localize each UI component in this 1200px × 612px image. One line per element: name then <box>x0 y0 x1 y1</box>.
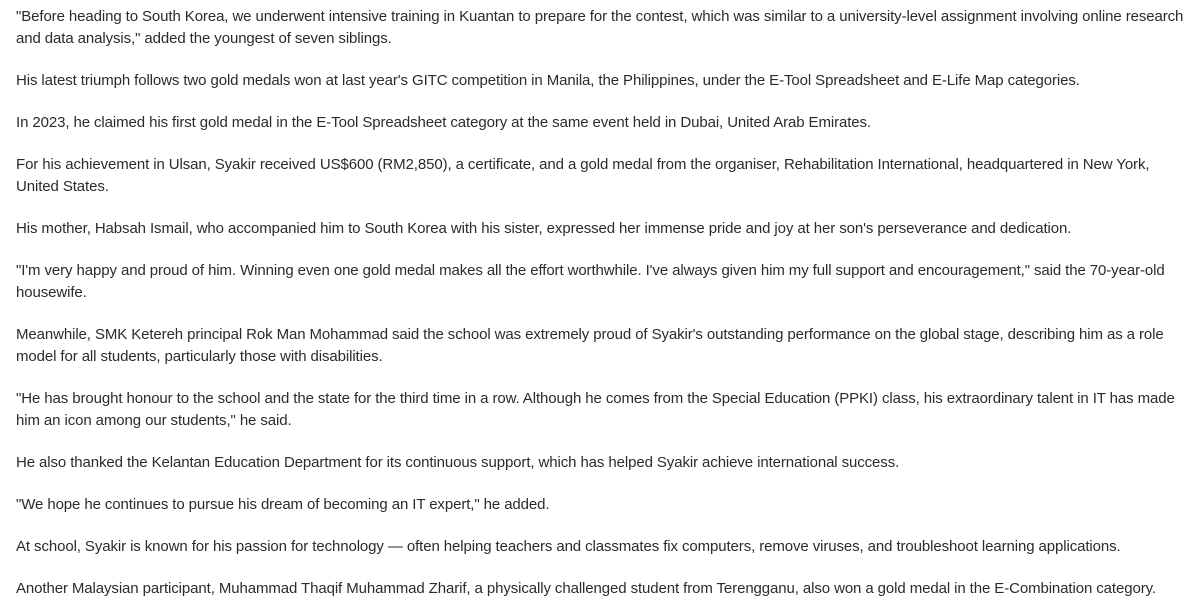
article-paragraph: Another Malaysian participant, Muhammad Thaqif Muhammad Zharif, a physically challenged student from Terengganu, also won a gold medal in the E-Combination category. <box>16 580 1156 597</box>
article-paragraph: In 2023, he claimed his first gold medal in the E-Tool Spreadsheet category at the same event held in Dubai, United Arab Emirates. <box>16 114 871 131</box>
article-paragraph: His latest triumph follows two gold medals won at last year's GITC competition in Manila, the Philippines, under the E-Tool Spreadsheet and E-Life Map categories. <box>16 72 1080 89</box>
article-paragraph: His mother, Habsah Ismail, who accompanied him to South Korea with his sister, expressed her immense pride and joy at her son's perseverance and dedication. <box>16 220 1072 237</box>
article-paragraph: Meanwhile, SMK Ketereh principal Rok Man Mohammad said the school was extremely proud of Syakir's outstanding performance on the global stage, describing him as a role model for all students, particularly those with disabilities. <box>16 326 1164 365</box>
article-paragraph: At school, Syakir is known for his passion for technology — often helping teachers and classmates fix computers, remove viruses, and troubleshoot learning applications. <box>16 538 1121 555</box>
article-paragraph: For his achievement in Ulsan, Syakir received US$600 (RM2,850), a certificate, and a gold medal from the organiser, Rehabilitation International, headquartered in New York, United States. <box>16 156 1150 195</box>
article-paragraph: "He has brought honour to the school and the state for the third time in a row. Although he comes from the Special Education (PPKI) class, his extraordinary talent in IT has made him an icon among our students," he said. <box>16 390 1175 429</box>
article-paragraph: "I'm very happy and proud of him. Winning even one gold medal makes all the effort worthwhile. I've always given him my full support and encouragement," said the 70-year-old housewife. <box>16 262 1165 301</box>
article-paragraph: "We hope he continues to pursue his dream of becoming an IT expert," he added. <box>16 496 550 513</box>
article-paragraph: "Before heading to South Korea, we underwent intensive training in Kuantan to prepare for the contest, which was similar to a university-level assignment involving online research and data analysis," added the youngest of seven siblings. <box>16 8 1184 47</box>
article-paragraph: He also thanked the Kelantan Education Department for its continuous support, which has helped Syakir achieve international success. <box>16 454 900 471</box>
